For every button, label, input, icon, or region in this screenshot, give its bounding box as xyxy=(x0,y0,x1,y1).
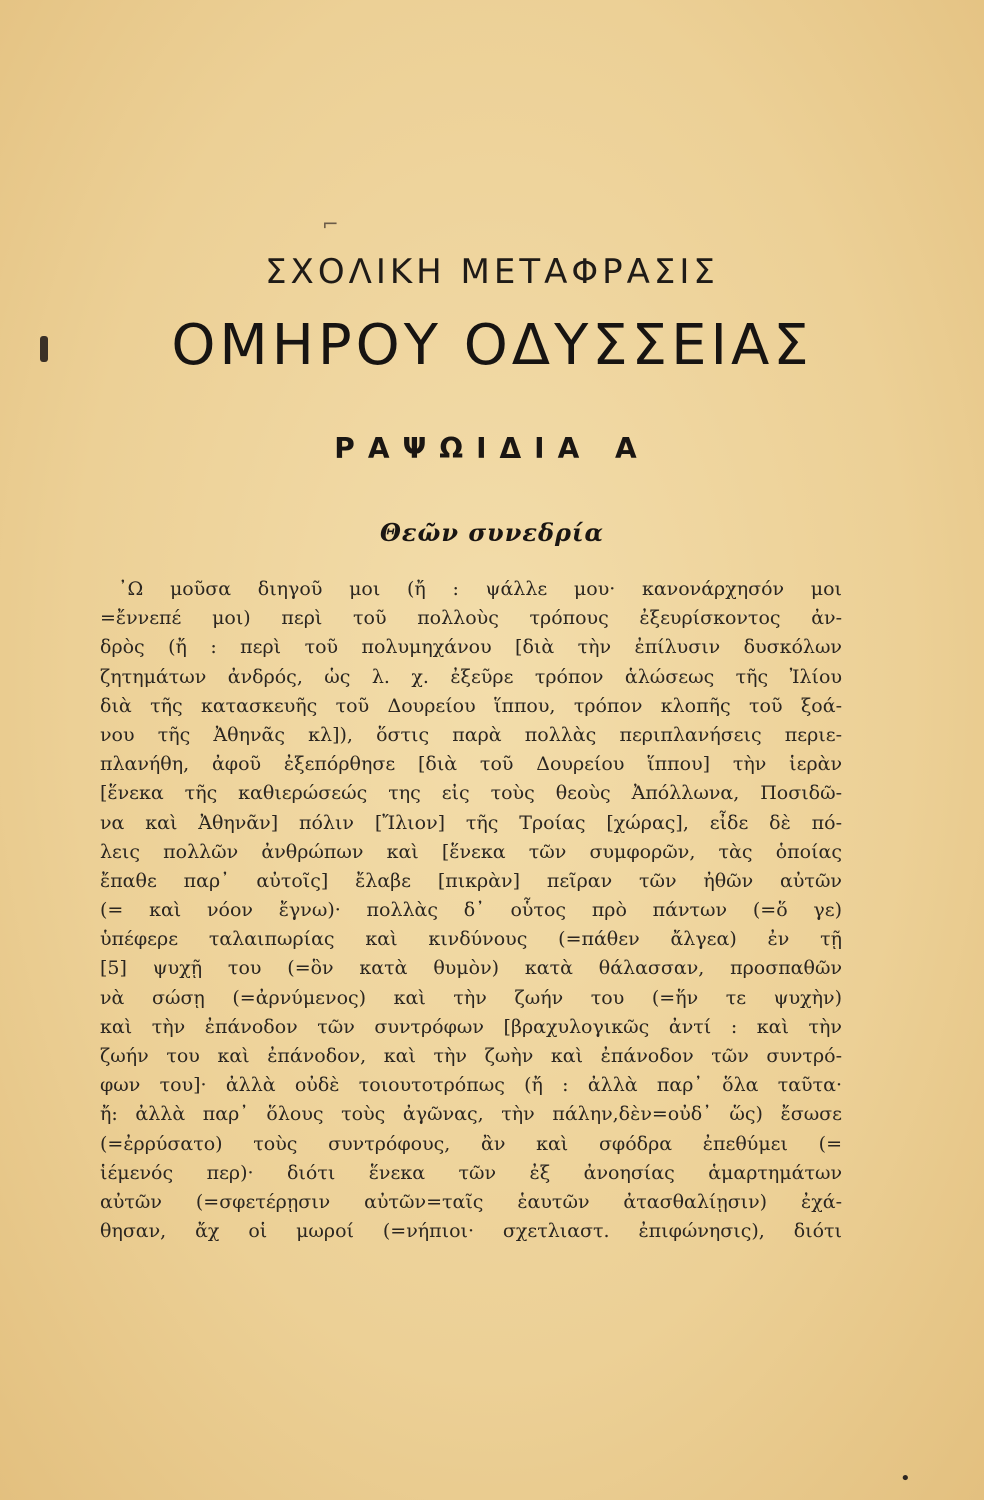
text-line: ἤ: ἀλλὰ παρ᾿ ὅλους τοὺς ἀγῶνας, τὴν πάλην,δὲν=οὐδ᾿ ὥς) ἔσωσε xyxy=(100,1103,842,1126)
text-line: καὶ τὴν ἐπάνοδον τῶν συντρόφων [βραχυλογικῶς ἀντί : καὶ τὴν xyxy=(100,1015,842,1038)
text-line: πλανήθη, ἀφοῦ ἐξεπόρθησε [διὰ τοῦ Δουρείου ἵππου] τὴν ἱερὰν xyxy=(100,753,842,776)
text-line: φων του]· ἀλλὰ οὐδὲ τοιουτοτρόπως (ἤ : ἀλλὰ παρ᾿ ὅλα ταῦτα· xyxy=(100,1074,842,1097)
text-line: θησαν, ἄχ οἱ μωροί (=νήπιοι· σχετλιαστ. ἐπιφώνησις), διότι xyxy=(100,1220,842,1243)
decorative-mark: ⌐ xyxy=(322,212,339,236)
decorative-mark: • xyxy=(900,1468,911,1489)
text-line: ᾿Ω μοῦσα διηγοῦ μοι (ἤ : ψάλλε μου· κανονάρχησόν μοι xyxy=(118,578,842,600)
text-line: λεις πολλῶν ἀνθρώπων καὶ [ἕνεκα τῶν συμφορῶν, τὰς ὁποίας xyxy=(100,840,842,863)
text-line: να καὶ Ἀθηνᾶν] πόλιν [Ἴλιον] τῆς Τροίας [χώρας], εἶδε δὲ πό- xyxy=(100,811,842,834)
text-line: ὑπέφερε ταλαιπωρίας καὶ κινδύνους (=πάθεν ἄλγεα) ἐν τῇ xyxy=(100,928,842,951)
book-heading: ΡΑΨΩΙΔΙΑ Α xyxy=(334,432,650,465)
text-line: [ἕνεκα τῆς καθιερώσεώς της εἰς τοὺς θεοὺς Ἀπόλλωνα, Ποσιδῶ- xyxy=(100,782,842,805)
page-title: ΟΜΗΡΟΥ ΟΔΥΣΣΕΙΑΣ xyxy=(171,313,813,378)
text-line: ἱέμενός περ)· διότι ἕνεκα τῶν ἐξ ἀνοησίας ἁμαρτημάτων xyxy=(100,1161,842,1184)
text-line: =ἔννεπέ μοι) περὶ τοῦ πολλοὺς τρόπους ἐξευρίσκοντος ἀν- xyxy=(100,607,842,630)
text-line: ἔπαθε παρ᾿ αὐτοῖς] ἔλαβε [πικρὰν] πεῖραν τῶν ἠθῶν αὐτῶν xyxy=(100,869,842,892)
text-line: ζωήν του καὶ ἐπάνοδον, καὶ τὴν ζωὴν καὶ ἐπάνοδον τῶν συντρό- xyxy=(100,1045,842,1067)
text-line: δρὸς (ἤ : περὶ τοῦ πολυμηχάνου [διὰ τὴν ἐπίλυσιν δυσκόλων xyxy=(100,636,842,659)
text-line: διὰ τῆς κατασκευῆς τοῦ Δουρείου ἵππου, τρόπον κλοπῆς τοῦ ξοά- xyxy=(100,694,842,717)
text-line: αὐτῶν (=σφετέρῃσιν αὐτῶν=ταῖς ἑαυτῶν ἀτασθαλίῃσιν) ἐχά- xyxy=(100,1190,842,1213)
text-line: ζητημάτων ἀνδρός, ὡς λ. χ. ἐξεῦρε τρόπον ἁλώσεως τῆς Ἰλίου xyxy=(100,665,842,688)
text-line: (= καὶ νόον ἔγνω)· πολλὰς δ᾿ οὗτος πρὸ πάντων (=ὅ γε) xyxy=(100,899,842,922)
section-heading: Θεῶν συνεδρία xyxy=(380,518,604,547)
page-subtitle: ΣΧΟΛΙΚΗ ΜΕΤΑΦΡΑΣΙΣ xyxy=(265,252,719,292)
text-line: νου τῆς Ἀθηνᾶς κλ]), ὅστις παρὰ πολλὰς περιπλανήσεις περιε- xyxy=(100,723,842,746)
text-line: νὰ σώσῃ (=ἀρνύμενος) καὶ τὴν ζωήν του (=ἥν τε ψυχὴν) xyxy=(100,986,842,1009)
translation-text xyxy=(100,575,842,1246)
text-line: (=ἐρρύσατο) τοὺς συντρόφους, ἂν καὶ σφόδρα ἐπεθύμει (= xyxy=(100,1132,842,1155)
text-line: [5] ψυχῇ του (=ὃν κατὰ θυμὸν) κατὰ θάλασσαν, προσπαθῶν xyxy=(100,957,842,980)
